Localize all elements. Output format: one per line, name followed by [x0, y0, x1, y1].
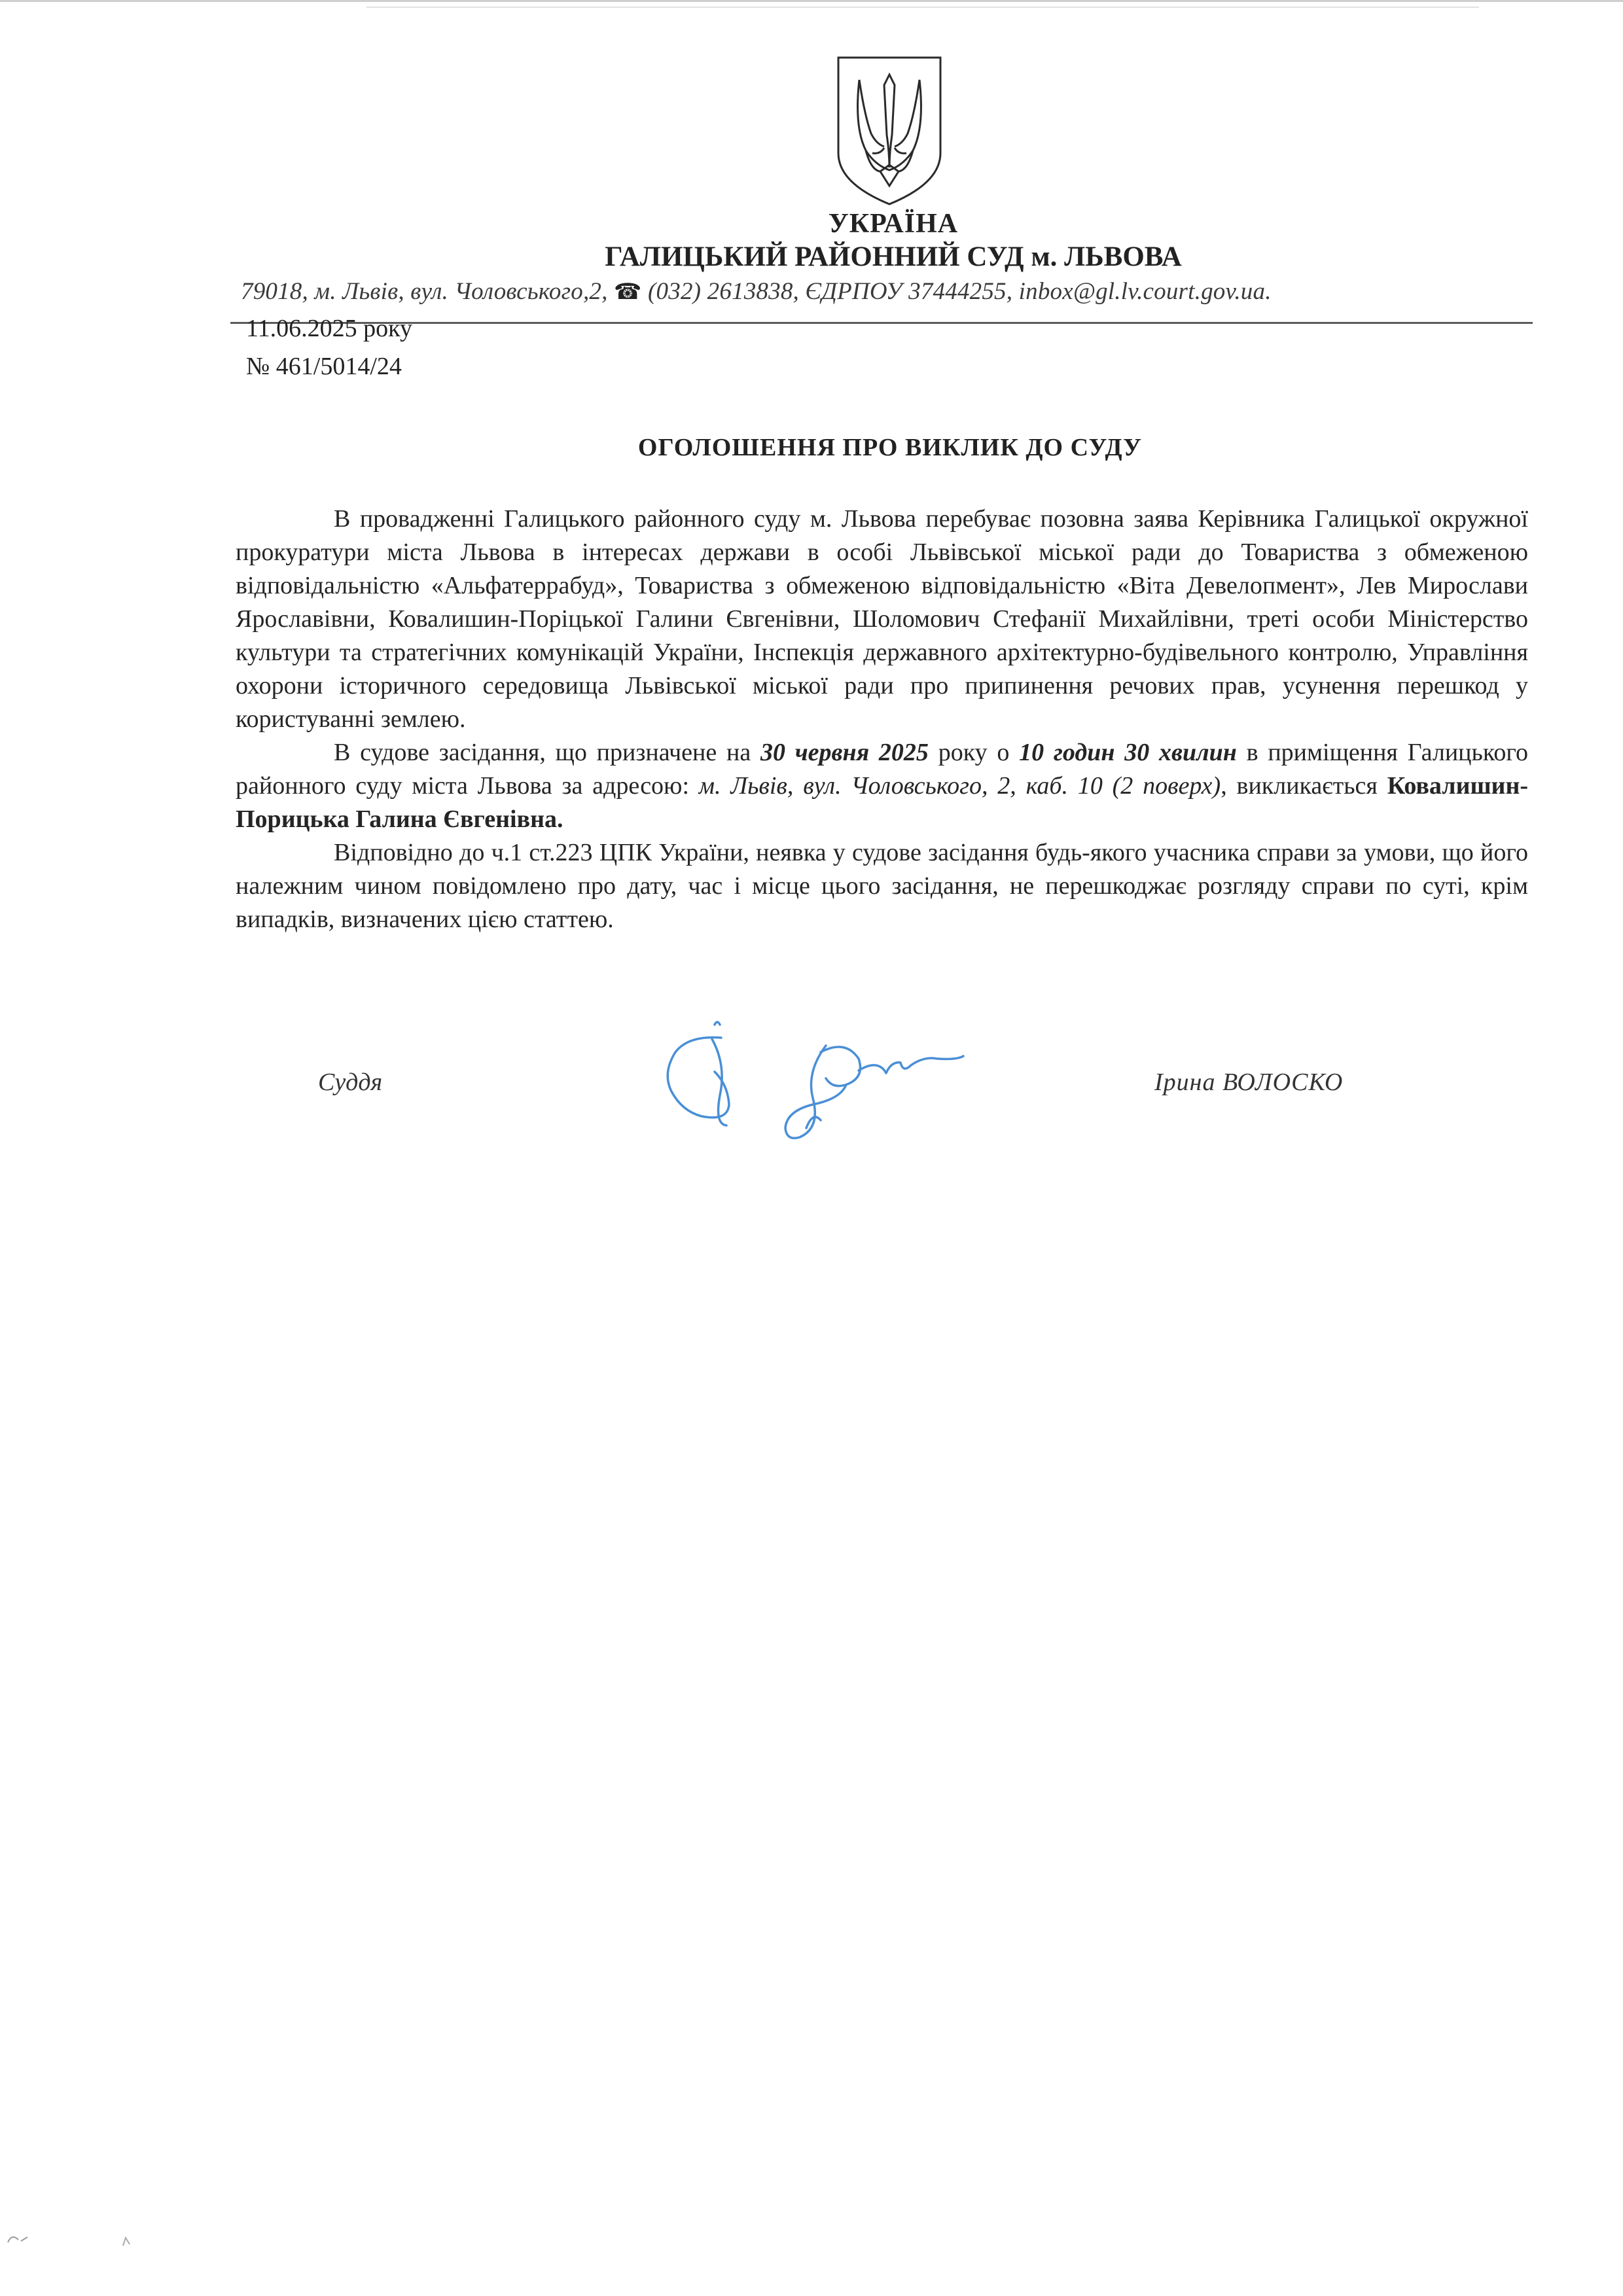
- hearing-text: року о: [928, 739, 1020, 766]
- address-main: 79018, м. Львів, вул. Чоловського,2,: [241, 278, 615, 305]
- case-number: № 461/5014/24: [246, 353, 402, 380]
- address-rest: (032) 2613838, ЄДРПОУ 37444255, inbox@gl.lv.court.gov.ua.: [641, 278, 1272, 305]
- top-edge-line-faint: [366, 7, 1479, 8]
- document-date: 11.06.2025 року: [246, 315, 413, 342]
- signatory-role: Суддя: [318, 1069, 383, 1096]
- hearing-text: в приміщення Галицького районного суду міста Львова за адресою:: [236, 739, 1529, 800]
- signatory-name: Ірина ВОЛОСКО: [1154, 1069, 1344, 1096]
- country-heading: УКРАЇНА: [828, 209, 959, 239]
- paragraph-law: Відповідно до ч.1 ст.223 ЦПК України, неявка у судове засідання будь-якого учасника справи за умови, що його належним чином повідомлено про дату, час і місце цього засідання, не перешкоджає розгляду справи по суті, крім випадків, визначених цією статтею.: [236, 839, 1528, 933]
- hearing-address: м. Львів, вул. Чоловського, 2, каб. 10 (2 поверх): [698, 772, 1221, 800]
- top-edge-line: [0, 0, 1623, 2]
- document-title: ОГОЛОШЕННЯ ПРО ВИКЛИК ДО СУДУ: [637, 434, 1143, 461]
- hearing-date: 30 червня 2025: [760, 739, 929, 766]
- hearing-text: , викликається: [1221, 772, 1387, 800]
- court-name-heading: ГАЛИЦЬКИЙ РАЙОННИЙ СУД м. ЛЬВОВА: [605, 241, 1182, 272]
- trident-emblem-icon: [834, 55, 944, 207]
- scan-artifact-icon: [5, 2228, 31, 2248]
- paragraph-hearing: [236, 736, 1528, 836]
- hearing-time: 10 годин 30 хвилин: [1019, 739, 1237, 766]
- document-body: [236, 503, 1528, 936]
- handwritten-signature: [649, 1013, 1003, 1157]
- paragraph-claim: В провадженні Галицького районного суду м. Львова перебуває позовна заява Керівника Галицької окружної прокуратури міста Львова в інтересах держави в особі Львівської міської ради до Товариства з обмеженою відповідальністю «Альфатеррабуд», Товариства з обмеженою відповідальністю «Віта Девелопмент», Лев Мирослави Ярославівни, Ковалишин-Поріцької Галини Євгенівни, Шоломович Стефанії Михайлівни, треті особи Міністерство культури та стратегічних комунікацій України, Інспекція державного архітектурно-будівельного контролю, Управління охорони історичного середовища Львівської міської ради про припинення речових прав, усунення перешкод у користуванні землею.: [236, 505, 1528, 733]
- scan-artifact-icon: [118, 2231, 137, 2251]
- summoned-person: Ковалишин-Порицька Галина Євгенівна.: [236, 772, 1528, 833]
- hearing-text: В судове засідання, що призначене на: [334, 739, 760, 766]
- court-address-line: [241, 277, 1510, 306]
- phone-icon: ☎: [614, 280, 642, 304]
- header-divider: [230, 322, 1533, 324]
